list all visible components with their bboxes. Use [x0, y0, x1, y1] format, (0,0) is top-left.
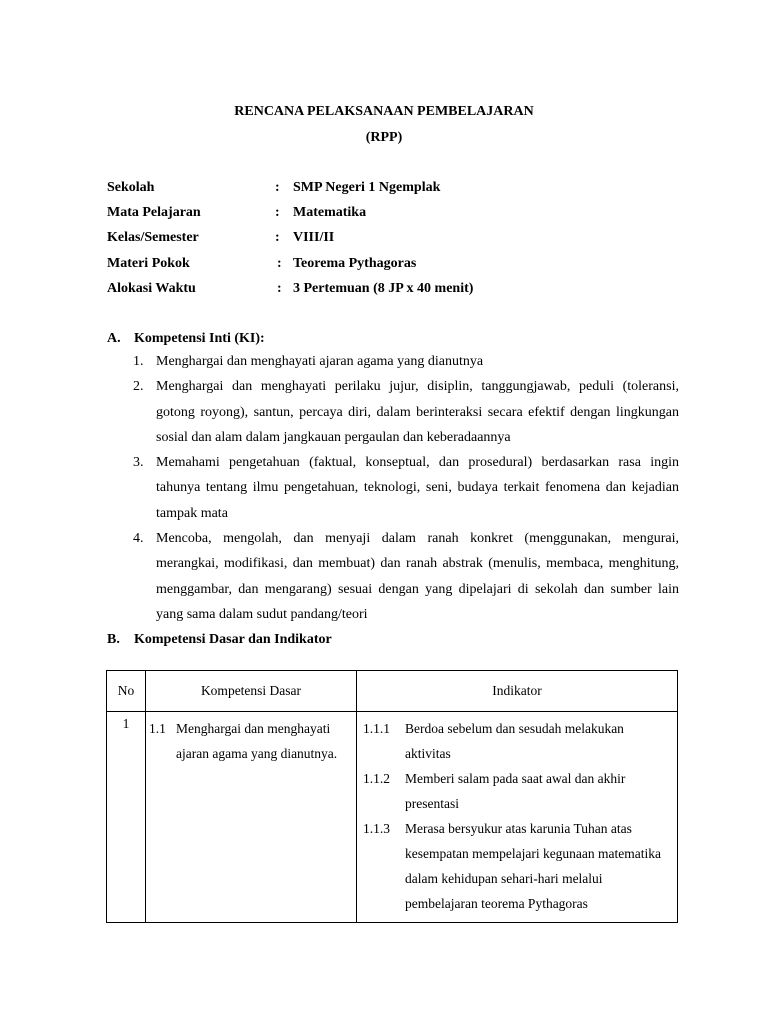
identity-label: Materi Pokok — [107, 256, 190, 271]
header-indikator: Indikator — [357, 671, 678, 712]
table-row — [107, 712, 678, 923]
identity-colon: : — [275, 230, 280, 245]
identity-label: Kelas/Semester — [107, 230, 199, 245]
indicator-number: 1.1.3 — [363, 821, 390, 836]
ki-list — [133, 349, 679, 627]
indicator-number: 1.1.1 — [363, 721, 390, 736]
list-item-text: Memahami pengetahuan (faktual, konseptual, dan prosedural) berdasarkan rasa ingin tahunya tentang ilmu pengetahuan, teknologi, seni, budaya terkait fenomena dan kejadian tampak mata — [156, 455, 679, 521]
identity-label: Alokasi Waktu — [107, 281, 196, 296]
header-kd: Kompetensi Dasar — [146, 671, 357, 712]
identity-colon: : — [275, 180, 280, 195]
indicator-text: Berdoa sebelum dan sesudah melakukan aktivitas — [405, 721, 624, 761]
identity-value: SMP Negeri 1 Ngemplak — [293, 180, 441, 195]
section-title: Kompetensi Inti (KI): — [134, 331, 265, 346]
list-item — [133, 450, 679, 526]
section-b-heading — [107, 632, 667, 652]
kd-number: 1.1 — [149, 721, 166, 736]
identity-value: Matematika — [293, 205, 367, 220]
cell-indikator — [357, 712, 678, 923]
list-item-text: Menghargai dan menghayati perilaku jujur, disiplin, tanggungjawab, peduli (toleransi, gotong royong), santun, percaya diri, dalam berinteraksi secara efektif dengan lingkungan sosial dan alam dalam jangkauan pergaulan dan keberadaannya — [156, 379, 679, 445]
identity-row-subject — [107, 205, 707, 225]
identity-value: Teorema Pythagoras — [293, 256, 417, 271]
identity-label: Mata Pelajaran — [107, 205, 201, 220]
list-item — [133, 374, 679, 450]
indicator-item — [363, 716, 671, 766]
indicator-number: 1.1.2 — [363, 771, 390, 786]
cell-kd — [146, 712, 357, 923]
identity-colon: : — [277, 281, 282, 296]
identity-row-class — [107, 230, 707, 250]
identity-row-time — [107, 281, 707, 301]
list-item — [133, 526, 679, 627]
list-item-number: 4. — [133, 531, 144, 547]
identity-value: 3 Pertemuan (8 JP x 40 menit) — [293, 281, 474, 296]
identity-label: Sekolah — [107, 180, 155, 195]
document-title: RENCANA PELAKSANAAN PEMBELAJARAN — [234, 104, 534, 119]
identity-value: VIII/II — [293, 230, 335, 245]
list-item-text: Menghargai dan menghayati ajaran agama yang dianutnya — [156, 354, 484, 369]
identity-row-school — [107, 180, 707, 200]
list-item-number: 3. — [133, 455, 144, 471]
document-subtitle: (RPP) — [365, 130, 403, 145]
list-item-text: Mencoba, mengolah, dan menyaji dalam ranah konkret (menggunakan, mengurai, merangkai, modifikasi, dan membuat) dan ranah abstrak (menulis, membaca, menghitung, menggambar, dan mengarang) sesuai dengan yang dipelajari di sekolah dan sumber lain yang sama dalam sudut pandang/teori — [156, 531, 679, 622]
cell-no: 1 — [107, 712, 146, 923]
list-item-number: 1. — [133, 354, 144, 369]
table-header-row — [107, 671, 678, 712]
indicator-item — [363, 766, 671, 816]
list-item-number: 2. — [133, 379, 144, 395]
section-title: Kompetensi Dasar dan Indikator — [134, 632, 332, 647]
section-a-heading — [107, 331, 667, 351]
indicator-text: Merasa bersyukur atas karunia Tuhan atas kesempatan mempelajari kegunaan matematika dalam kehidupan sehari-hari melalui pembelajaran teorema Pythagoras — [405, 821, 662, 911]
section-letter: A. — [107, 331, 121, 346]
header-no: No — [107, 671, 146, 712]
indicator-item — [363, 816, 671, 916]
identity-colon: : — [277, 256, 282, 271]
identity-row-topic — [107, 256, 707, 276]
section-letter: B. — [107, 632, 120, 647]
list-item — [133, 349, 679, 374]
indicator-text: Memberi salam pada saat awal dan akhir presentasi — [405, 771, 626, 811]
identity-colon: : — [275, 205, 280, 220]
kd-text: Menghargai dan menghayati ajaran agama yang dianutnya. — [176, 721, 338, 761]
kd-indicator-table — [106, 670, 678, 923]
